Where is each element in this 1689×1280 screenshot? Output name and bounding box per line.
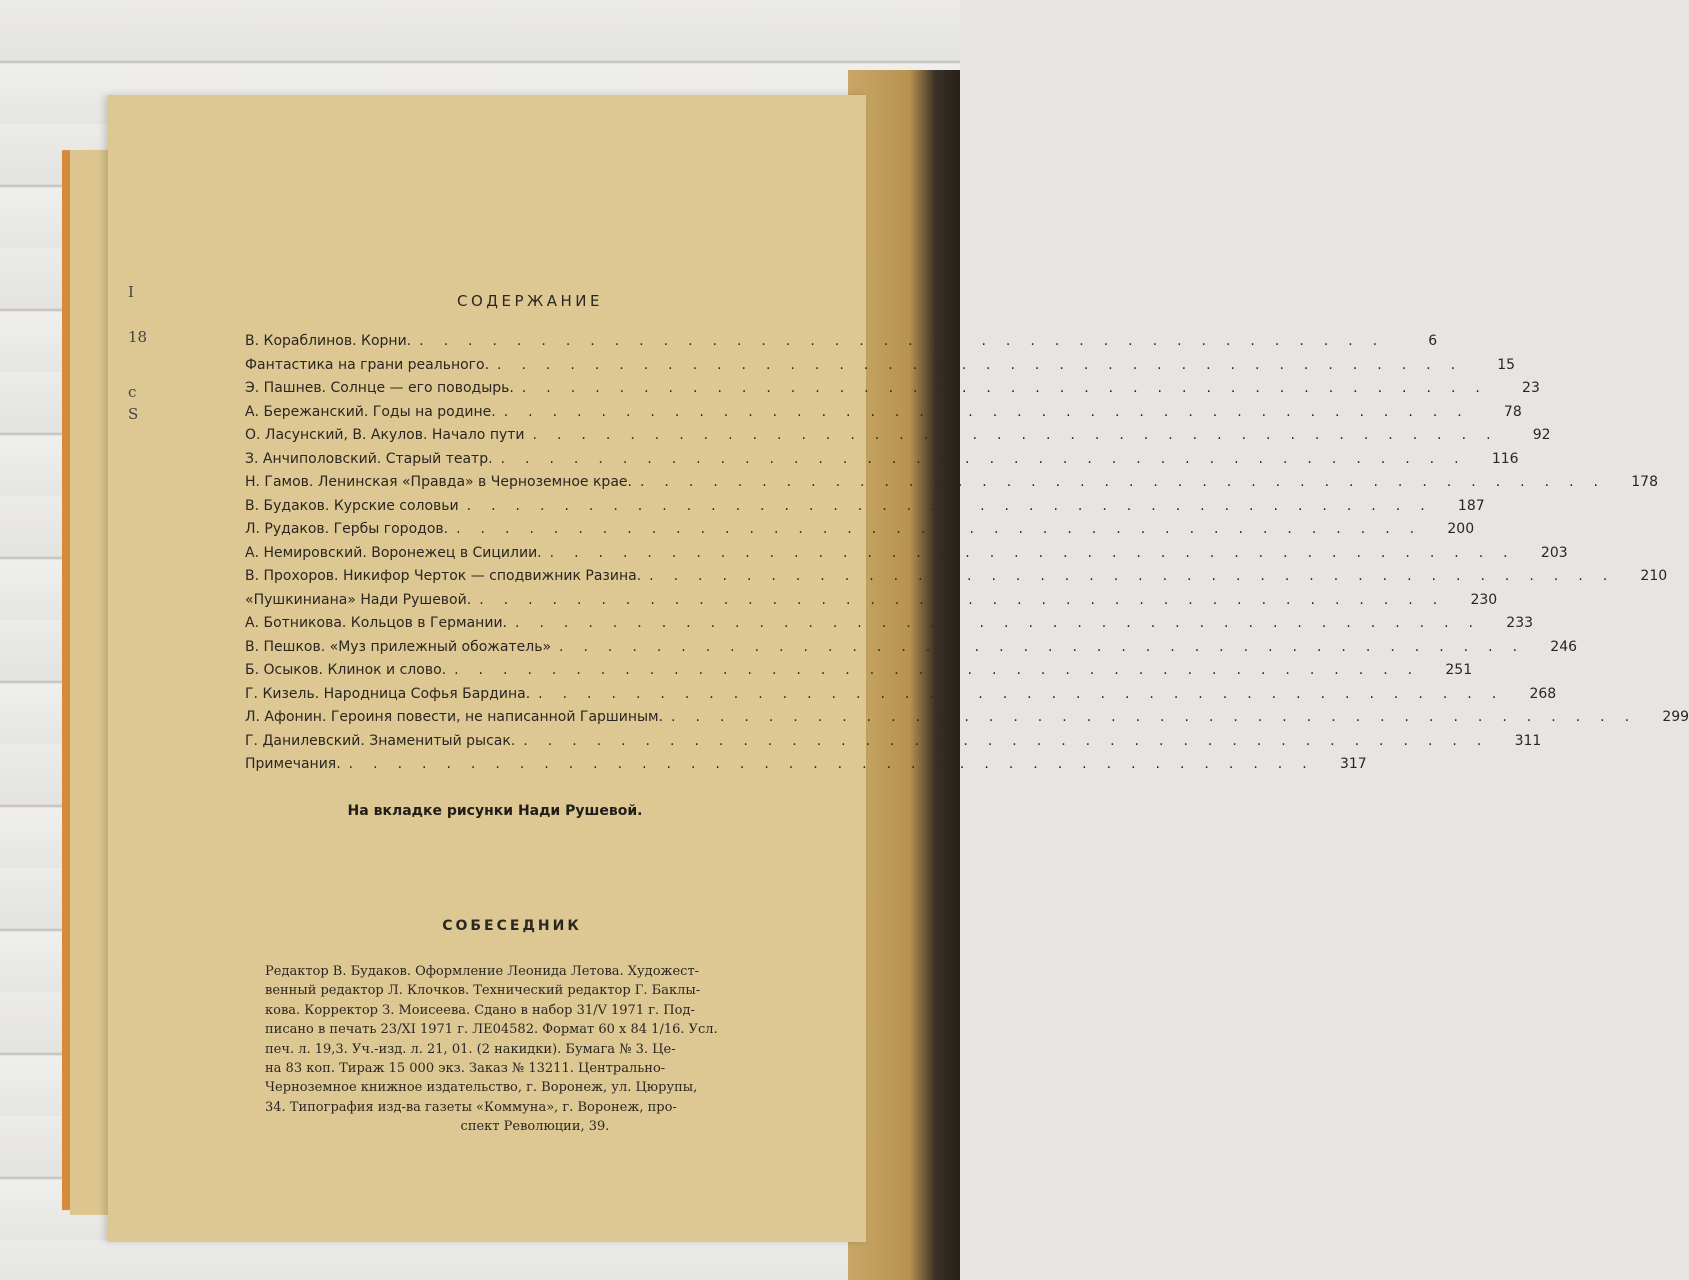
toc-leader-dots: ........................................ bbox=[456, 521, 1435, 537]
toc-entry-title: З. Анчиполовский. Старый театр. bbox=[245, 450, 493, 467]
toc-entry bbox=[245, 450, 1519, 474]
toc-entry bbox=[245, 473, 1658, 497]
toc-entry-page: 116 bbox=[1491, 450, 1519, 467]
toc-entry-title: В. Кораблинов. Корни. bbox=[245, 333, 412, 349]
toc-entry-title: «Пушкиниана» Нади Рушевой. bbox=[245, 591, 472, 608]
toc-entry-title: Н. Гамов. Ленинская «Правда» в Черноземное крае. bbox=[245, 474, 632, 490]
toc-entry-title: Б. Осыков. Клинок и слово. bbox=[245, 662, 447, 678]
imprint-line: Черноземное книжное издательство, г. Воронеж, ул. Цюрупы, bbox=[265, 1080, 698, 1096]
toc-entry-title: А. Немировский. Воронежец в Сицилии. bbox=[245, 544, 542, 561]
toc-entry-page: 92 bbox=[1532, 427, 1551, 443]
toc-entry bbox=[245, 661, 1473, 685]
toc-entry-title: Г. Данилевский. Знаменитый рысак. bbox=[245, 732, 516, 749]
toc-leader-dots: ........................................ bbox=[419, 333, 1398, 349]
toc-entry bbox=[245, 379, 1540, 403]
toc-entry bbox=[245, 614, 1534, 638]
toc-leader-dots: ........................................ bbox=[559, 638, 1538, 655]
toc-leader-dots: ........................................ bbox=[515, 615, 1494, 631]
toc-entry-page: 230 bbox=[1470, 591, 1498, 608]
toc-leader-dots: ........................................ bbox=[639, 474, 1618, 490]
toc-leader-dots: ........................................ bbox=[479, 591, 1458, 608]
toc-entry-title: А. Бережанский. Годы на родине. bbox=[245, 403, 496, 420]
toc-entry bbox=[245, 520, 1475, 544]
toc-entry bbox=[245, 497, 1485, 521]
toc-entry-page: 268 bbox=[1529, 685, 1557, 702]
imprint-line: спект Революции, 39. bbox=[460, 1119, 610, 1135]
imprint-line: 34. Типография изд-ва газеты «Коммуна», г. Воронеж, про- bbox=[265, 1099, 677, 1115]
toc-entry-title: Фантастика на грани реального. bbox=[245, 356, 490, 373]
toc-entry bbox=[245, 732, 1542, 756]
toc-entry bbox=[245, 591, 1498, 615]
imprint-block bbox=[265, 962, 805, 1137]
toc-leader-dots: ........................................ bbox=[500, 450, 1479, 467]
toc-entry-title: Г. Кизель. Народница Софья Бардина. bbox=[245, 685, 531, 702]
toc-entry bbox=[245, 332, 1438, 356]
imprint-line: Редактор В. Будаков. Оформление Леонида Летова. Художест- bbox=[265, 964, 700, 979]
toc-leader-dots: ........................................ bbox=[549, 544, 1528, 561]
toc-entry-title: Л. Афонин. Героиня повести, не написанной Гаршиным. bbox=[245, 709, 664, 725]
toc-entry-page: 299 bbox=[1662, 709, 1689, 725]
table-of-contents bbox=[245, 332, 1689, 779]
toc-leader-dots: ........................................ bbox=[503, 403, 1482, 420]
toc-entry-page: 6 bbox=[1428, 333, 1438, 349]
toc-entry bbox=[245, 685, 1557, 709]
toc-entry-page: 23 bbox=[1522, 380, 1540, 396]
imprint-line: на 83 коп. Тираж 15 000 экз. Заказ № 13211. Центрально- bbox=[265, 1061, 666, 1077]
toc-entry bbox=[245, 638, 1578, 662]
toc-entry bbox=[245, 755, 1367, 779]
toc-entry bbox=[245, 403, 1522, 427]
fragment: c bbox=[128, 383, 137, 401]
imprint-line: венный редактор Л. Клочков. Технический редактор Г. Баклы- bbox=[265, 983, 701, 999]
toc-entry bbox=[245, 708, 1689, 732]
fragment: I bbox=[128, 283, 134, 301]
toc-entry bbox=[245, 356, 1516, 380]
imprint-line: писано в печать 23/XI 1971 г. ЛЕ04582. Формат 60 х 84 1/16. Усл. bbox=[265, 1022, 718, 1038]
toc-entry-page: 78 bbox=[1503, 403, 1522, 420]
toc-leader-dots: ........................................ bbox=[671, 709, 1650, 725]
toc-entry-page: 233 bbox=[1506, 615, 1534, 631]
toc-entry-title: Примечания. bbox=[245, 756, 341, 772]
toc-entry-page: 200 bbox=[1447, 521, 1475, 537]
toc-entry-page: 203 bbox=[1540, 544, 1568, 561]
toc-entry-title: А. Ботникова. Кольцов в Германии. bbox=[245, 615, 507, 631]
toc-entry-page: 251 bbox=[1445, 662, 1473, 678]
toc-entry bbox=[245, 544, 1568, 568]
toc-leader-dots: ........................................ bbox=[454, 662, 1433, 678]
fragment: S bbox=[128, 405, 139, 423]
book-title: СОБЕСЕДНИК bbox=[442, 918, 582, 934]
toc-entry-title: В. Прохоров. Никифор Черток — сподвижник Разина. bbox=[245, 568, 642, 584]
toc-entry-page: 187 bbox=[1457, 497, 1485, 514]
toc-leader-dots: ........................................ bbox=[521, 380, 1500, 396]
toc-entry-page: 15 bbox=[1497, 356, 1516, 373]
toc-leader-dots: ........................................ bbox=[538, 685, 1517, 702]
toc-entry-page: 311 bbox=[1514, 732, 1542, 749]
toc-entry-title: В. Пешков. «Муз прилежный обожатель» bbox=[245, 638, 552, 655]
toc-leader-dots: ........................................ bbox=[466, 497, 1445, 514]
toc-leader-dots: ........................................ bbox=[649, 568, 1628, 584]
toc-entry-page: 178 bbox=[1631, 474, 1658, 490]
toc-entry-title: В. Будаков. Курские соловьи bbox=[245, 497, 459, 514]
toc-heading: СОДЕРЖАНИЕ bbox=[457, 292, 603, 310]
toc-entry-page: 317 bbox=[1339, 756, 1367, 772]
toc-leader-dots: ........................................ bbox=[532, 427, 1511, 443]
toc-leader-dots: ........................................ bbox=[497, 356, 1476, 373]
toc-entry-title: О. Ласунский, В. Акулов. Начало пути bbox=[245, 427, 525, 443]
toc-entry-title: Э. Пашнев. Солнце — его поводырь. bbox=[245, 380, 514, 396]
toc-entry-title: Л. Рудаков. Гербы городов. bbox=[245, 521, 449, 537]
toc-entry bbox=[245, 426, 1551, 450]
imprint-line: печ. л. 19,3. Уч.-изд. л. 21, 01. (2 накидки). Бумага № 3. Це- bbox=[265, 1041, 676, 1057]
imprint-line: кова. Корректор З. Моисеева. Сдано в набор 31/V 1971 г. Под- bbox=[265, 1002, 695, 1018]
toc-leader-dots: ........................................ bbox=[523, 732, 1502, 749]
insert-note: На вкладке рисунки Нади Рушевой. bbox=[347, 803, 643, 819]
toc-entry-page: 246 bbox=[1550, 638, 1578, 655]
toc-entry-page: 210 bbox=[1640, 568, 1668, 584]
toc-leader-dots: ........................................ bbox=[348, 756, 1327, 772]
fragment: 18 bbox=[128, 328, 148, 346]
toc-entry bbox=[245, 567, 1668, 591]
